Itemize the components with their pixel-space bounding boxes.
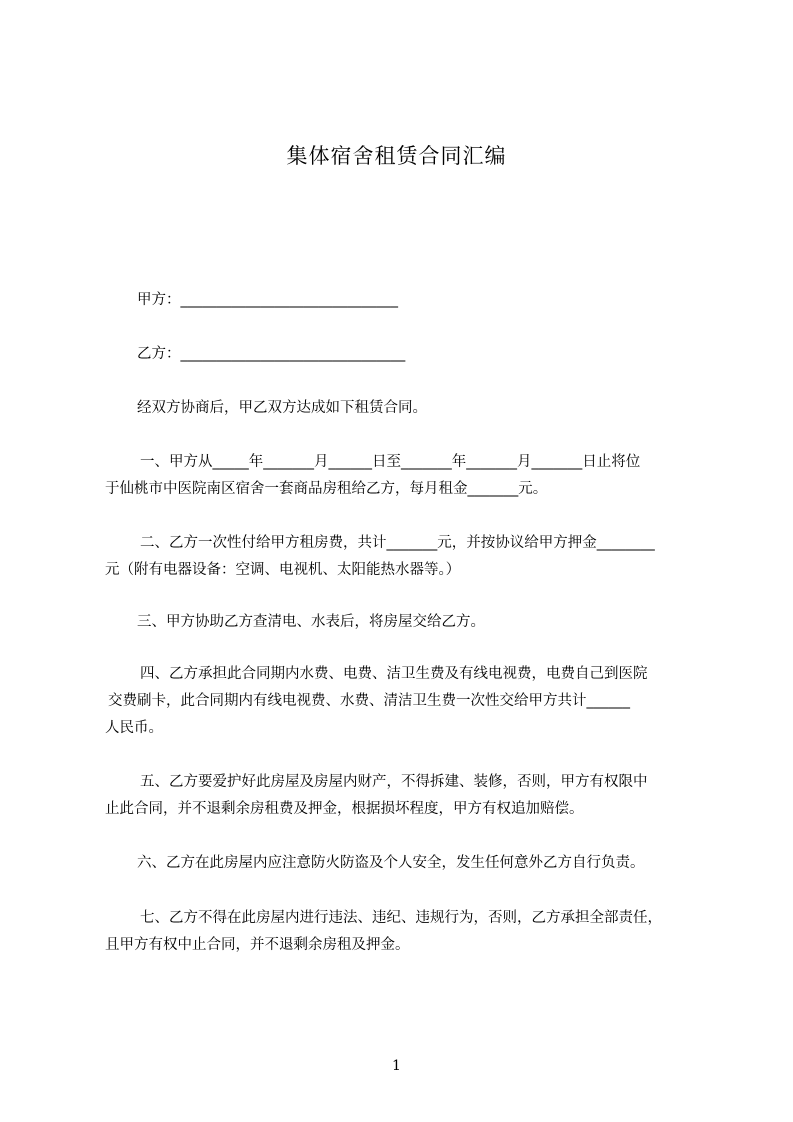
clause-5-line-1: 五、乙方要爱护好此房屋及房屋内财产，不得拆建、装修，否则，甲方有权限中 (140, 774, 648, 790)
clause-1-line-2: 于仙桃市中医院南区宿舍一套商品房租给乙方，每月租金_______元。 (105, 481, 548, 497)
clause-2-line-2: 元（附有电器设备：空调、电视机、太阳能热水器等。） (105, 562, 461, 578)
clause-7-line-1: 七、乙方不得在此房屋内进行违法、违纪、违规行为，否则，乙方承担全部责任， (140, 910, 662, 926)
clause-5-line-2: 止此合同，并不退剩余房租费及押金，根据损坏程度，甲方有权追加赔偿。 (105, 801, 584, 817)
clause-3-line: 三、甲方协助乙方查清电、水表后，将房屋交给乙方。 (137, 614, 485, 630)
clause-4-line-2: 交费刷卡，此合同期内有线电视费、水费、清洁卫生费一次性交给甲方共计______ (108, 693, 630, 709)
party-b-line: 乙方：_______________________________ (137, 346, 406, 362)
clause-4-line-3: 人民币。 (105, 720, 163, 736)
party-a-line: 甲方：______________________________ (137, 292, 398, 308)
document-title: 集体宿舍租赁合同汇编 (286, 144, 507, 168)
clause-2-line-1: 二、乙方一次性付给甲方租房费，共计_______元，并按协议给甲方押金________ (140, 535, 655, 551)
clause-1-line-1: 一、甲方从_____年_______月______日至_______年_______月_______日止将位 (140, 454, 641, 470)
page-number: 1 (392, 1058, 401, 1074)
intro-paragraph: 经双方协商后，甲乙双方达成如下租赁合同。 (137, 400, 427, 416)
clause-7-line-2: 且甲方有权中止合同，并不退剩余房租及押金。 (105, 937, 410, 953)
clause-4-line-1: 四、乙方承担此合同期内水费、电费、洁卫生费及有线电视费，电费自己到医院 (140, 666, 648, 682)
clause-6-line: 六、乙方在此房屋内应注意防火防盗及个人安全，发生任何意外乙方自行负责。 (137, 855, 645, 871)
